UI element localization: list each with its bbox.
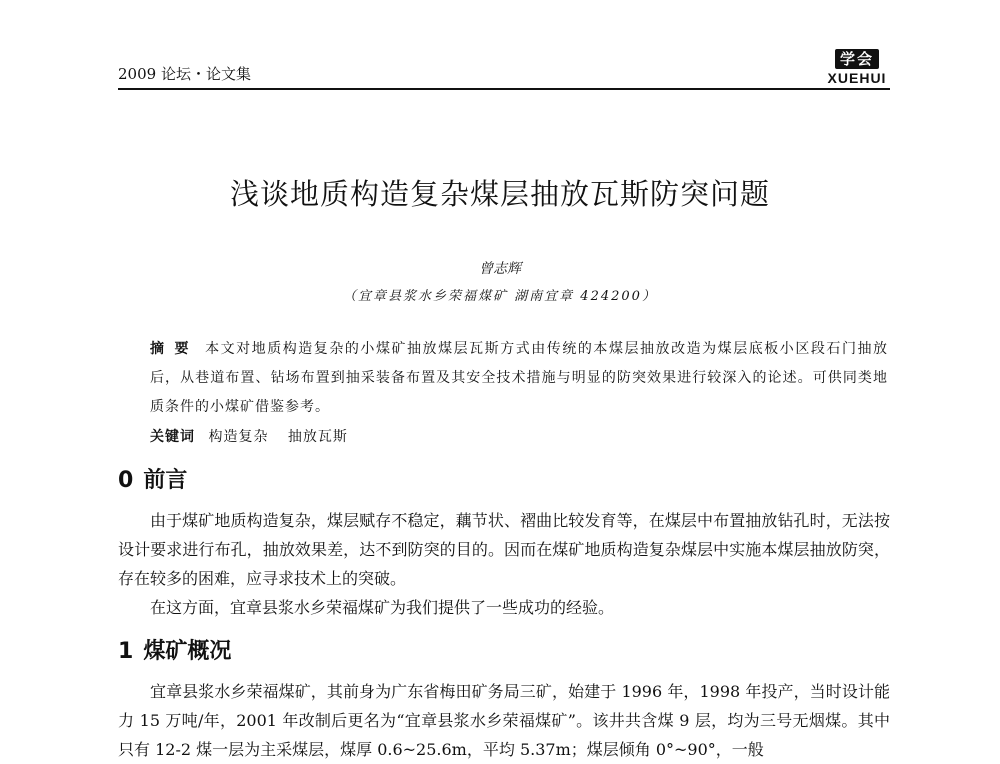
section-number: 1 xyxy=(118,639,134,664)
running-header-text: 2009 论坛・论文集 xyxy=(118,65,251,83)
body-paragraph: 在这方面，宜章县浆水乡荣福煤矿为我们提供了一些成功的经验。 xyxy=(150,598,615,617)
paper-title: 浅谈地质构造复杂煤层抽放瓦斯防突问题 xyxy=(229,177,770,211)
author-name: 曾志辉 xyxy=(479,261,521,277)
body-paragraph: 由于煤矿地质构造复杂，煤层赋存不稳定，藕节状、褶曲比较发育等，在煤层中布置抽放钻孔时，无法按设计要求进行布孔，抽放效果差，达不到防突的目的。因而在煤矿地质构造复杂煤层中实施本煤层抽放防突，存在较多的困难，应寻求技术上的突破。 xyxy=(118,511,890,588)
logo-wordmark: XUEHUI xyxy=(827,70,887,86)
abstract-label: 摘要 xyxy=(150,341,200,357)
header-rule xyxy=(118,88,890,90)
keyword: 抽放瓦斯 xyxy=(287,429,348,445)
section-title: 煤矿概况 xyxy=(143,639,232,664)
logo-mark: 学会 xyxy=(835,49,879,69)
section-heading xyxy=(118,463,187,494)
abstract-text: 本文对地质构造复杂的小煤矿抽放煤层瓦斯方式由传统的本煤层抽放改造为煤层底板小区段石门抽放后，从巷道布置、钻场布置到抽采装备布置及其安全技术措施与明显的防突效果进行较深入的论述。可供同类地质条件的小煤矿借鉴参考。 xyxy=(150,341,889,415)
section-title: 前言 xyxy=(143,468,188,493)
author-affiliation: （宜章县浆水乡荣福煤矿 湖南宜章 424200） xyxy=(343,289,657,304)
keywords-label: 关键词 xyxy=(150,429,195,445)
xuehui-logo xyxy=(824,49,890,86)
keyword: 构造复杂 xyxy=(208,429,269,445)
running-header xyxy=(118,49,890,93)
abstract xyxy=(150,335,888,422)
section-heading xyxy=(118,634,231,665)
section-number: 0 xyxy=(118,468,134,493)
keywords xyxy=(150,423,888,452)
body-paragraph: 宜章县浆水乡荣福煤矿，其前身为广东省梅田矿务局三矿，始建于 1996 年，1998 年投产，当时设计能力 15 万吨/年，2001 年改制后更名为“宜章县浆水乡荣福煤矿”。该井共含煤 9 层，均为三号无烟煤。其中只有 12-2 煤一层为主采煤层，煤厚 0.6~25.6m，平均 5.37m；煤层倾角 0°~90°，一般 xyxy=(118,682,890,759)
